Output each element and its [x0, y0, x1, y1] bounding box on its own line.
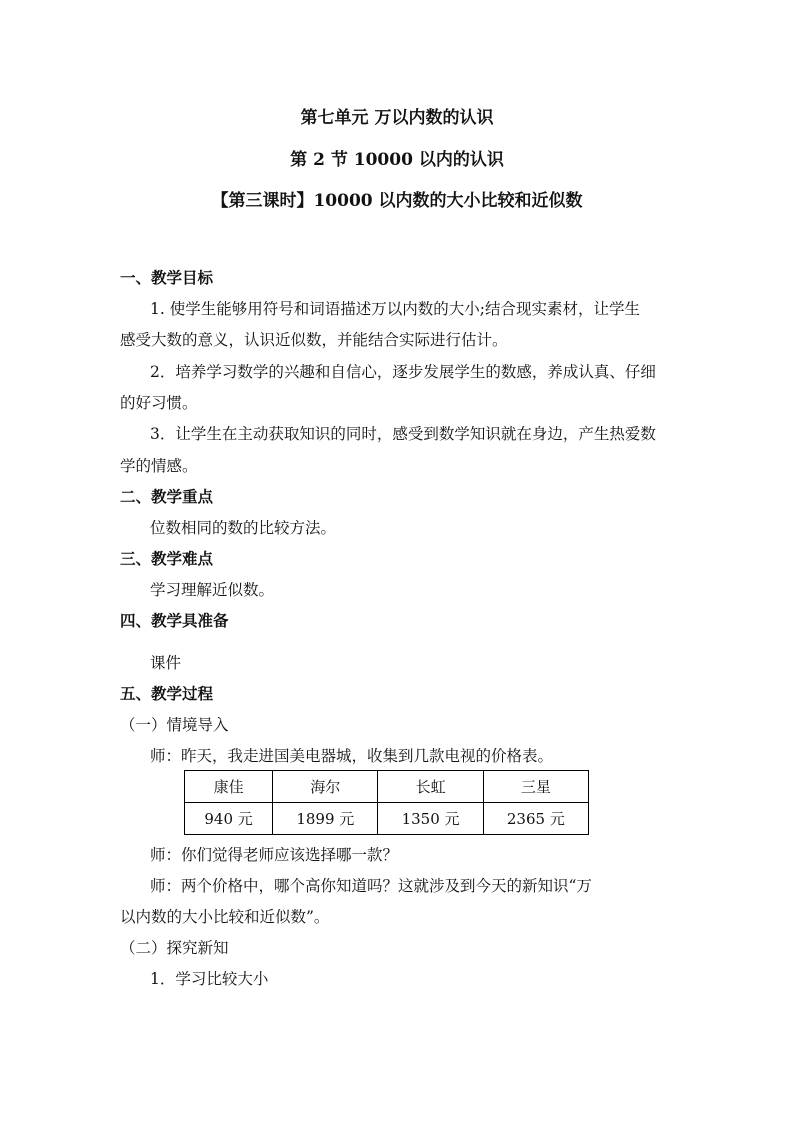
brand-cell: 康佳: [185, 771, 273, 803]
teacher-line-3b: 以内数的大小比较和近似数”。: [120, 908, 330, 926]
unit-title: 第七单元 万以内数的认识: [300, 108, 494, 128]
brand-cell: 长虹: [378, 771, 483, 803]
teacher-line-3a: 师：两个价格中，哪个高你知道吗？这就涉及到今天的新知识“万: [150, 877, 592, 895]
teacher-line-2: 师：你们觉得老师应该选择哪一款？: [150, 846, 399, 864]
goal-2-line-1: 2．培养学习数学的兴趣和自信心，逐步发展学生的数感，养成认真、仔细: [150, 363, 656, 381]
part1-heading: （一）情境导入: [120, 716, 229, 734]
price-cell: 2365 元: [483, 803, 588, 835]
part2-heading: （二）探究新知: [120, 939, 229, 957]
goal-3-line-1: 3．让学生在主动获取知识的同时，感受到数学知识就在身边，产生热爱数: [150, 425, 656, 443]
key-points-text: 位数相同的数的比较方法。: [150, 519, 337, 537]
goal-3-line-2: 学的情感。: [120, 457, 198, 475]
tv-price-table: [184, 770, 589, 835]
table-row: [185, 803, 589, 835]
materials-text: 课件: [150, 654, 182, 672]
goals-heading: 一、教学目标: [120, 268, 214, 287]
table-row: [185, 771, 589, 803]
section-title: 第 2 节 10000 以内的认识: [290, 150, 504, 170]
difficulties-heading: 三、教学难点: [120, 549, 214, 568]
price-cell: 1899 元: [273, 803, 378, 835]
brand-cell: 三星: [483, 771, 588, 803]
difficulties-text: 学习理解近似数。: [150, 581, 275, 599]
goal-2-line-2: 的好习惯。: [120, 394, 198, 412]
price-cell: 1350 元: [378, 803, 483, 835]
goal-1-line-2: 感受大数的意义，认识近似数，并能结合实际进行估计。: [120, 331, 508, 349]
key-points-heading: 二、教学重点: [120, 487, 214, 506]
lesson-title: 【第三课时】10000 以内数的大小比较和近似数: [211, 191, 583, 211]
process-heading: 五、教学过程: [120, 684, 214, 703]
price-cell: 940 元: [185, 803, 273, 835]
goal-1-line-1: 1. 使学生能够用符号和词语描述万以内数的大小;结合现实素材，让学生: [150, 300, 640, 318]
brand-cell: 海尔: [273, 771, 378, 803]
teacher-line-1: 师：昨天，我走进国美电器城，收集到几款电视的价格表。: [150, 747, 554, 765]
part2-item-1: 1．学习比较大小: [150, 970, 269, 988]
materials-heading: 四、教学具准备: [120, 611, 229, 630]
